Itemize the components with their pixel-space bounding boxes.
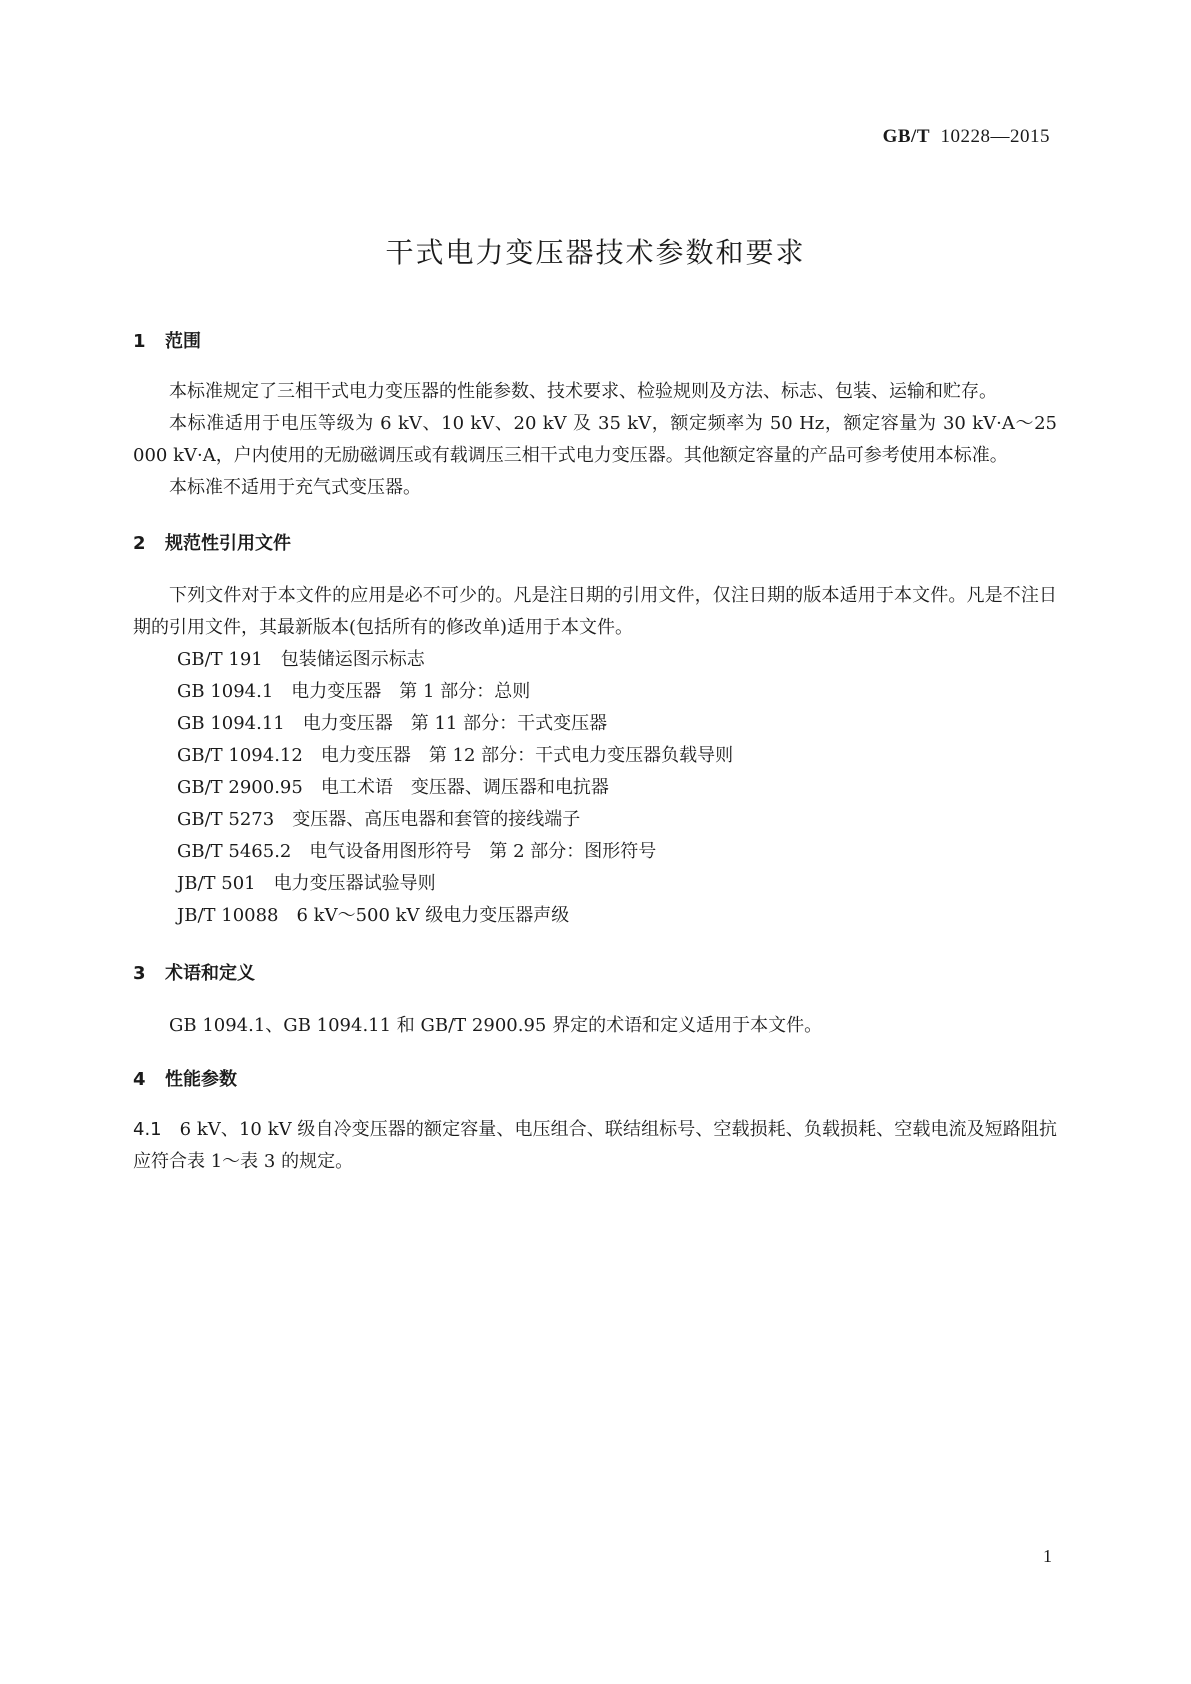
reference-item: GB/T 1094.12 电力变压器 第 12 部分：干式电力变压器负载导则	[177, 745, 734, 766]
paragraph: 本标准不适用于充气式变压器。	[169, 477, 421, 498]
reference-item: GB 1094.1 电力变压器 第 1 部分：总则	[177, 681, 531, 702]
reference-item: JB/T 501 电力变压器试验导则	[177, 873, 436, 894]
reference-item: GB 1094.11 电力变压器 第 11 部分：干式变压器	[177, 713, 608, 734]
clause-text: 6 kV、10 kV 级自冷变压器的额定容量、电压组合、联结组标号、空载损耗、负载损耗、空载电流及短路阻抗应符合表 1～表 3 的规定。	[133, 1119, 1057, 1172]
section-title: 范围	[165, 331, 201, 352]
reference-item: GB/T 5465.2 电气设备用图形符号 第 2 部分：图形符号	[177, 841, 657, 862]
paragraph: 下列文件对于本文件的应用是必不可少的。凡是注日期的引用文件，仅注日期的版本适用于本文件。凡是不注日期的引用文件，其最新版本(包括所有的修改单)适用于本文件。	[133, 585, 1057, 638]
section-title: 性能参数	[165, 1069, 237, 1090]
reference-item: JB/T 10088 6 kV～500 kV 级电力变压器声级	[177, 905, 570, 926]
section-heading-terms	[133, 962, 1057, 986]
section-number: 2	[133, 533, 146, 554]
paragraph: GB 1094.1、GB 1094.11 和 GB/T 2900.95 界定的术语和定义适用于本文件。	[169, 1015, 823, 1036]
document-title: 干式电力变压器技术参数和要求	[385, 236, 806, 269]
standard-code-number: 10228—2015	[940, 126, 1050, 147]
section-number: 4	[133, 1069, 146, 1090]
section-title: 规范性引用文件	[165, 533, 291, 554]
section-heading-performance	[133, 1068, 1057, 1092]
section-number: 1	[133, 331, 146, 352]
section-heading-normative-references	[133, 532, 1057, 556]
section-number: 3	[133, 963, 146, 984]
standard-code-prefix: GB/T	[882, 126, 930, 147]
clause-number: 4.1	[133, 1119, 162, 1140]
reference-item: GB/T 5273 变压器、高压电器和套管的接线端子	[177, 809, 581, 830]
section-title: 术语和定义	[165, 963, 255, 984]
document-body	[133, 330, 1057, 1178]
paragraph: 本标准适用于电压等级为 6 kV、10 kV、20 kV 及 35 kV，额定频率为 50 Hz，额定容量为 30 kV·A～25 000 kV·A，户内使用的无励磁调压或有载调压三相干式电力变压器。其他额定容量的产品可参考使用本标准。	[133, 413, 1057, 466]
paragraph: 本标准规定了三相干式电力变压器的性能参数、技术要求、检验规则及方法、标志、包装、运输和贮存。	[169, 381, 997, 402]
section-heading-scope	[133, 330, 1057, 354]
page-number: 1	[1043, 1546, 1052, 1566]
clause-4-1	[133, 1114, 1057, 1178]
reference-item: GB/T 2900.95 电工术语 变压器、调压器和电抗器	[177, 777, 609, 798]
reference-item: GB/T 191 包装储运图示标志	[177, 649, 425, 670]
standard-code	[883, 126, 1050, 148]
